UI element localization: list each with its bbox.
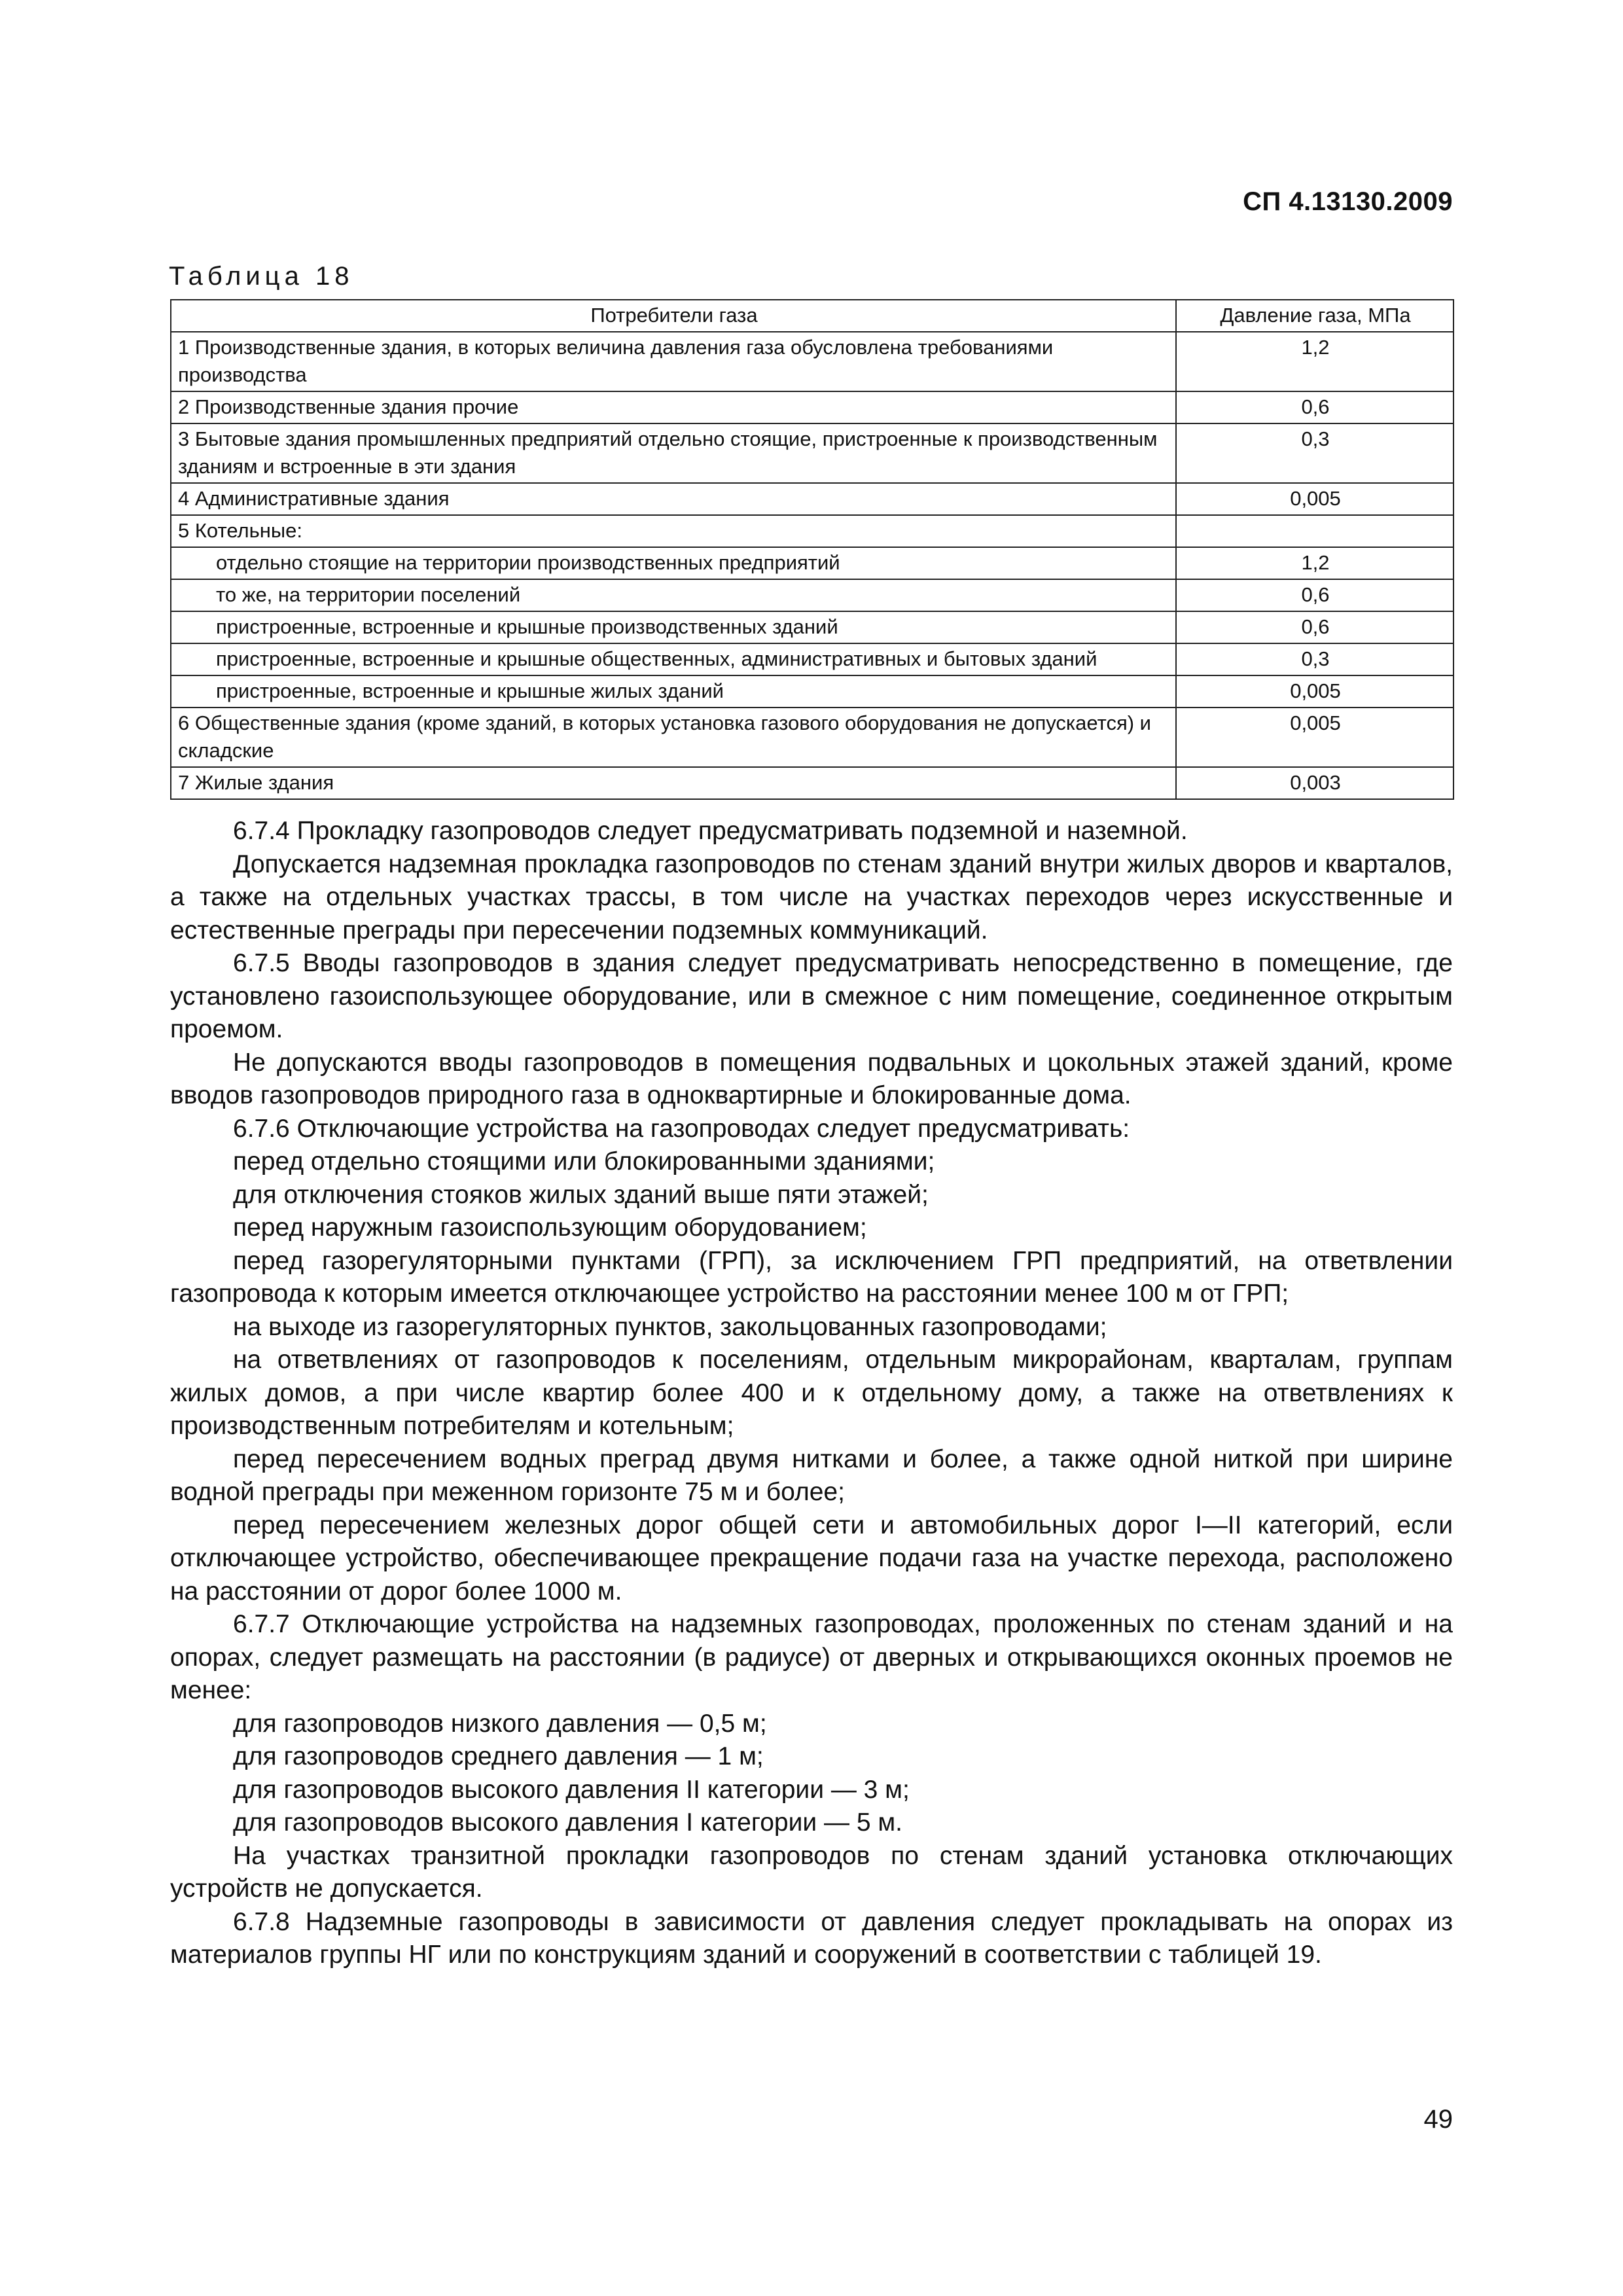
paragraph: Допускается надземная прокладка газопроводов по стенам зданий внутри жилых дворов и кварталов, а также на отдельных участках трассы, в том числе на участках переходов через искусственные и естественные преграды при пересечении подземных коммуникаций.	[170, 850, 1453, 944]
table-row	[171, 483, 1454, 515]
list-item: перед отдельно стоящими или блокированными зданиями;	[233, 1147, 935, 1175]
row-pressure-value: 0,3	[1176, 423, 1454, 483]
row-pressure-value	[1176, 515, 1454, 547]
row-consumer-name: 5 Котельные:	[171, 515, 1176, 547]
row-consumer-name: пристроенные, встроенные и крышные производственных зданий	[171, 611, 1176, 643]
table-header-row	[171, 300, 1454, 332]
row-consumer-name: 7 Жилые здания	[171, 767, 1176, 799]
row-pressure-value: 1,2	[1176, 547, 1454, 579]
row-consumer-name: 3 Бытовые здания промышленных предприятий отдельно стоящие, пристроенные к производственным зданиям и встроенные в эти здания	[171, 423, 1176, 483]
row-pressure-value: 0,6	[1176, 579, 1454, 611]
row-consumer-name: пристроенные, встроенные и крышные общественных, административных и бытовых зданий	[171, 643, 1176, 675]
table-row	[171, 611, 1454, 643]
page-number: 49	[1423, 2105, 1453, 2134]
list-item: для газопроводов высокого давления I категории — 5 м.	[233, 1808, 902, 1837]
column-header-consumers: Потребители газа	[171, 300, 1176, 332]
row-consumer-name: отдельно стоящие на территории производственных предприятий	[171, 547, 1176, 579]
row-pressure-value: 0,005	[1176, 483, 1454, 515]
row-pressure-value: 0,6	[1176, 611, 1454, 643]
column-header-pressure: Давление газа, МПа	[1176, 300, 1454, 332]
row-consumer-name: то же, на территории поселений	[171, 579, 1176, 611]
row-pressure-value: 0,005	[1176, 708, 1454, 767]
paragraph-6-7-6: 6.7.6 Отключающие устройства на газопроводах следует предусматривать:	[233, 1114, 1130, 1143]
table-row	[171, 391, 1454, 423]
table-caption: Таблица 18	[169, 262, 354, 291]
table-row	[171, 708, 1454, 767]
row-pressure-value: 0,003	[1176, 767, 1454, 799]
table-row	[171, 579, 1454, 611]
paragraph: Не допускаются вводы газопроводов в помещения подвальных и цокольных этажей зданий, кроме вводов газопроводов природного газа в одноквартирные и блокированные дома.	[170, 1048, 1453, 1109]
row-pressure-value: 0,6	[1176, 391, 1454, 423]
table-row	[171, 515, 1454, 547]
table-row	[171, 767, 1454, 799]
paragraph-6-7-7: 6.7.7 Отключающие устройства на надземных газопроводах, проложенных по стенам зданий и на опорах, следует размещать на расстоянии (в радиусе) от дверных и открывающихся оконных проемов не менее:	[170, 1610, 1453, 1704]
row-pressure-value: 0,005	[1176, 675, 1454, 708]
table-row	[171, 643, 1454, 675]
list-item: перед наружным газоиспользующим оборудованием;	[233, 1213, 867, 1242]
list-item: для газопроводов среднего давления — 1 м;	[233, 1742, 764, 1770]
list-item: на выходе из газорегуляторных пунктов, закольцованных газопроводами;	[233, 1312, 1107, 1341]
paragraph-6-7-5: 6.7.5 Вводы газопроводов в здания следует предусматривать непосредственно в помещение, где установлено газоиспользующее оборудование, или в смежное с ним помещение, соединенное открытым проемом.	[170, 949, 1453, 1043]
paragraph-6-7-4: 6.7.4 Прокладку газопроводов следует предусматривать подземной и наземной.	[233, 817, 1188, 845]
list-item: для газопроводов низкого давления — 0,5 м;	[233, 1709, 767, 1738]
table-row	[171, 423, 1454, 483]
row-consumer-name: 1 Производственные здания, в которых величина давления газа обусловлена требованиями производства	[171, 332, 1176, 391]
table-row	[171, 332, 1454, 391]
list-item: для отключения стояков жилых зданий выше пяти этажей;	[233, 1180, 929, 1209]
paragraph-6-7-8: 6.7.8 Надземные газопроводы в зависимости от давления следует прокладывать на опорах из материалов группы НГ или по конструкциям зданий и сооружений в соответствии с таблицей 19.	[170, 1907, 1453, 1969]
paragraph: На участках транзитной прокладки газопроводов по стенам зданий установка отключающих устройств не допускается.	[170, 1841, 1453, 1903]
table-row	[171, 675, 1454, 708]
row-consumer-name: 4 Административные здания	[171, 483, 1176, 515]
table-row	[171, 547, 1454, 579]
row-consumer-name: 2 Производственные здания прочие	[171, 391, 1176, 423]
body-text	[170, 815, 1453, 1972]
list-item: для газопроводов высокого давления II категории — 3 м;	[233, 1775, 910, 1804]
document-code: СП 4.13130.2009	[1243, 187, 1453, 216]
row-consumer-name: 6 Общественные здания (кроме зданий, в которых установка газового оборудования не допускается) и складские	[171, 708, 1176, 767]
gas-pressure-table	[170, 299, 1454, 800]
list-item: перед пересечением водных преград двумя нитками и более, а также одной ниткой при ширине водной преграды при меженном горизонте 75 м и более;	[170, 1444, 1453, 1506]
row-pressure-value: 1,2	[1176, 332, 1454, 391]
row-consumer-name: пристроенные, встроенные и крышные жилых зданий	[171, 675, 1176, 708]
row-pressure-value: 0,3	[1176, 643, 1454, 675]
list-item: перед пересечением железных дорог общей сети и автомобильных дорог I—II категорий, если отключающее устройство, обеспечивающее прекращение подачи газа на участке перехода, расположено на расстоянии от дорог более 1000 м.	[170, 1511, 1453, 1605]
list-item: на ответвлениях от газопроводов к поселениям, отдельным микрорайонам, кварталам, группам жилых домов, а при числе квартир более 400 и к отдельному дому, а также на ответвлениях к производственным потребителям и котельным;	[170, 1346, 1453, 1440]
list-item: перед газорегуляторными пунктами (ГРП), за исключением ГРП предприятий, на ответвлении газопровода к которым имеется отключающее устройство на расстоянии менее 100 м от ГРП;	[170, 1246, 1453, 1308]
